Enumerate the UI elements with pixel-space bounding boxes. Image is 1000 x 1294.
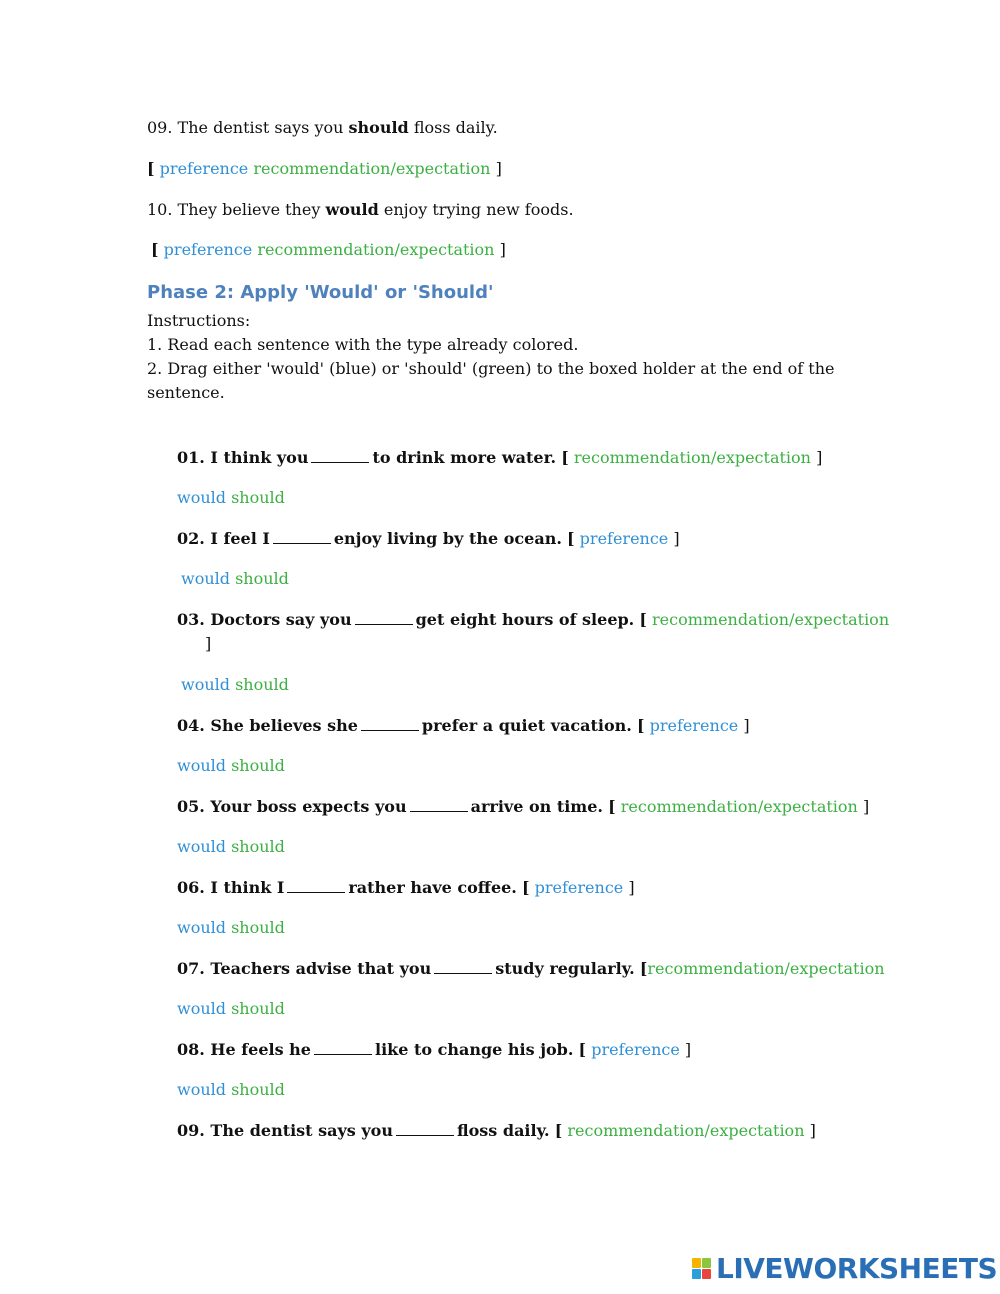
sentence-text-pre: 06. I think I — [177, 878, 285, 897]
type-label: recommendation/expectation — [620, 797, 858, 816]
sentence-text-post: rather have coffee. — [348, 878, 517, 897]
instructions-label: Instructions: — [147, 311, 251, 330]
type-label: preference — [579, 529, 669, 548]
should-draggable[interactable]: should — [231, 1080, 285, 1099]
would-draggable[interactable]: would — [177, 999, 226, 1018]
bracket-close: ] — [743, 716, 750, 735]
would-draggable[interactable]: would — [177, 756, 226, 775]
drop-holder[interactable] — [434, 959, 492, 974]
sentence-10 — [147, 200, 574, 219]
drop-holder[interactable] — [410, 797, 468, 812]
sentence-number: 09. — [147, 118, 173, 137]
sentence-text-post: to drink more water. — [372, 448, 557, 467]
drop-holder[interactable] — [355, 610, 413, 625]
should-draggable[interactable]: should — [235, 675, 289, 694]
instruction-step-2: 2. Drag either 'would' (blue) or 'should' (green) to the boxed holder at the end of the — [147, 359, 835, 378]
bracket-open: [ — [554, 1121, 563, 1140]
bracket-close: ] — [628, 878, 635, 897]
answer-options — [177, 999, 285, 1018]
bracket-open: [ — [639, 610, 647, 629]
phase2-item — [177, 448, 822, 467]
bracket-close: ] — [862, 797, 870, 816]
would-draggable[interactable]: would — [177, 488, 226, 507]
bracket-open: [ — [639, 959, 648, 978]
type-label: preference — [534, 878, 624, 897]
sentence-text-pre: 01. I think you — [177, 448, 309, 467]
phase2-item — [177, 1040, 691, 1059]
phase2-item — [177, 716, 750, 735]
phase2-item — [177, 610, 889, 629]
would-draggable[interactable]: would — [177, 837, 226, 856]
would-draggable[interactable]: would — [177, 1080, 226, 1099]
answer-options — [177, 918, 285, 937]
instruction-step-1: 1. Read each sentence with the type already colored. — [147, 335, 579, 354]
bracket-open: [ — [147, 159, 155, 178]
bracket-open: [ — [636, 716, 645, 735]
sentence-text-pre: They believe they — [172, 200, 326, 219]
type-options-10 — [151, 240, 506, 259]
bracket-close: ] — [205, 634, 212, 653]
answer-options — [177, 837, 285, 856]
bracket-close: ] — [495, 159, 502, 178]
bracket-close: ] — [684, 1040, 692, 1059]
sentence-text-post: floss daily. — [408, 118, 498, 137]
drop-holder[interactable] — [273, 529, 331, 544]
sentence-text-post: floss daily. — [456, 1121, 550, 1140]
bracket-open: [ — [567, 529, 575, 548]
drop-holder[interactable] — [396, 1121, 454, 1136]
sentence-text-pre: The dentist says you — [172, 118, 349, 137]
would-draggable[interactable]: would — [181, 675, 230, 694]
would-draggable[interactable]: would — [177, 918, 226, 937]
sentence-text-post: arrive on time. — [470, 797, 603, 816]
sentence-text-post: enjoy trying new foods. — [378, 200, 574, 219]
sentence-number: 10. — [147, 200, 173, 219]
sentence-text-post: like to change his job. — [374, 1040, 574, 1059]
drop-holder[interactable] — [287, 878, 345, 893]
bracket-close: ] — [673, 529, 680, 548]
should-draggable[interactable]: should — [231, 999, 285, 1018]
sentence-text-pre: 05. Your boss expects you — [177, 797, 407, 816]
brand-name: LIVEWORKSHEETS — [716, 1252, 998, 1285]
type-label: preference — [649, 716, 739, 735]
answer-options — [181, 569, 289, 588]
bracket-open: [ — [521, 878, 530, 897]
sentence-text-pre: 07. Teachers advise that you — [177, 959, 432, 978]
answer-options — [177, 756, 285, 775]
type-label: recommendation/expectation — [567, 1121, 805, 1140]
should-draggable[interactable]: should — [235, 569, 289, 588]
sentence-text-pre: 08. He feels he — [177, 1040, 311, 1059]
drop-holder[interactable] — [361, 716, 419, 731]
sentence-text-pre: 04. She believes she — [177, 716, 358, 735]
bracket-close: ] — [809, 1121, 816, 1140]
option-preference[interactable]: preference — [163, 240, 253, 259]
modal-word: should — [348, 118, 409, 137]
answer-options — [177, 488, 285, 507]
bracket-open: [ — [608, 797, 616, 816]
should-draggable[interactable]: should — [231, 837, 285, 856]
bracket-open: [ — [151, 240, 159, 259]
option-recommendation[interactable]: recommendation/expectation — [257, 240, 495, 259]
instruction-step-2-cont: sentence. — [147, 383, 225, 402]
phase2-heading: Phase 2: Apply 'Would' or 'Should' — [147, 282, 494, 303]
sentence-text-pre: 09. The dentist says you — [177, 1121, 393, 1140]
sentence-09 — [147, 118, 498, 137]
option-preference[interactable]: preference — [159, 159, 249, 178]
sentence-text-post: get eight hours of sleep. — [415, 610, 635, 629]
phase2-item — [177, 529, 680, 548]
phase2-item — [177, 1121, 816, 1140]
bracket-close: ] — [816, 448, 823, 467]
answer-options — [181, 675, 289, 694]
sentence-text-pre: 03. Doctors say you — [177, 610, 352, 629]
would-draggable[interactable]: would — [181, 569, 230, 588]
option-recommendation[interactable]: recommendation/expectation — [253, 159, 491, 178]
liveworksheets-logo — [692, 1252, 998, 1286]
logo-blocks-icon — [692, 1258, 712, 1280]
type-label: recommendation/expectation — [647, 959, 885, 978]
sentence-text-post: study regularly. — [495, 959, 635, 978]
should-draggable[interactable]: should — [231, 756, 285, 775]
sentence-text-post: enjoy living by the ocean. — [333, 529, 562, 548]
modal-word: would — [325, 200, 379, 219]
drop-holder[interactable] — [311, 448, 369, 463]
phase2-item — [177, 797, 869, 816]
should-draggable[interactable]: should — [231, 918, 285, 937]
sentence-text-post: prefer a quiet vacation. — [421, 716, 632, 735]
bracket-open: [ — [578, 1040, 587, 1059]
type-label: recommendation/expectation — [573, 448, 811, 467]
bracket-close: ] — [499, 240, 506, 259]
phase2-item — [177, 959, 885, 978]
should-draggable[interactable]: should — [231, 488, 285, 507]
type-options-09 — [147, 159, 502, 178]
type-label: recommendation/expectation — [652, 610, 890, 629]
answer-options — [177, 1080, 285, 1099]
phase2-item — [177, 878, 635, 897]
bracket-open: [ — [561, 448, 569, 467]
sentence-text-pre: 02. I feel I — [177, 529, 270, 548]
type-label: preference — [591, 1040, 680, 1059]
drop-holder[interactable] — [314, 1040, 372, 1055]
